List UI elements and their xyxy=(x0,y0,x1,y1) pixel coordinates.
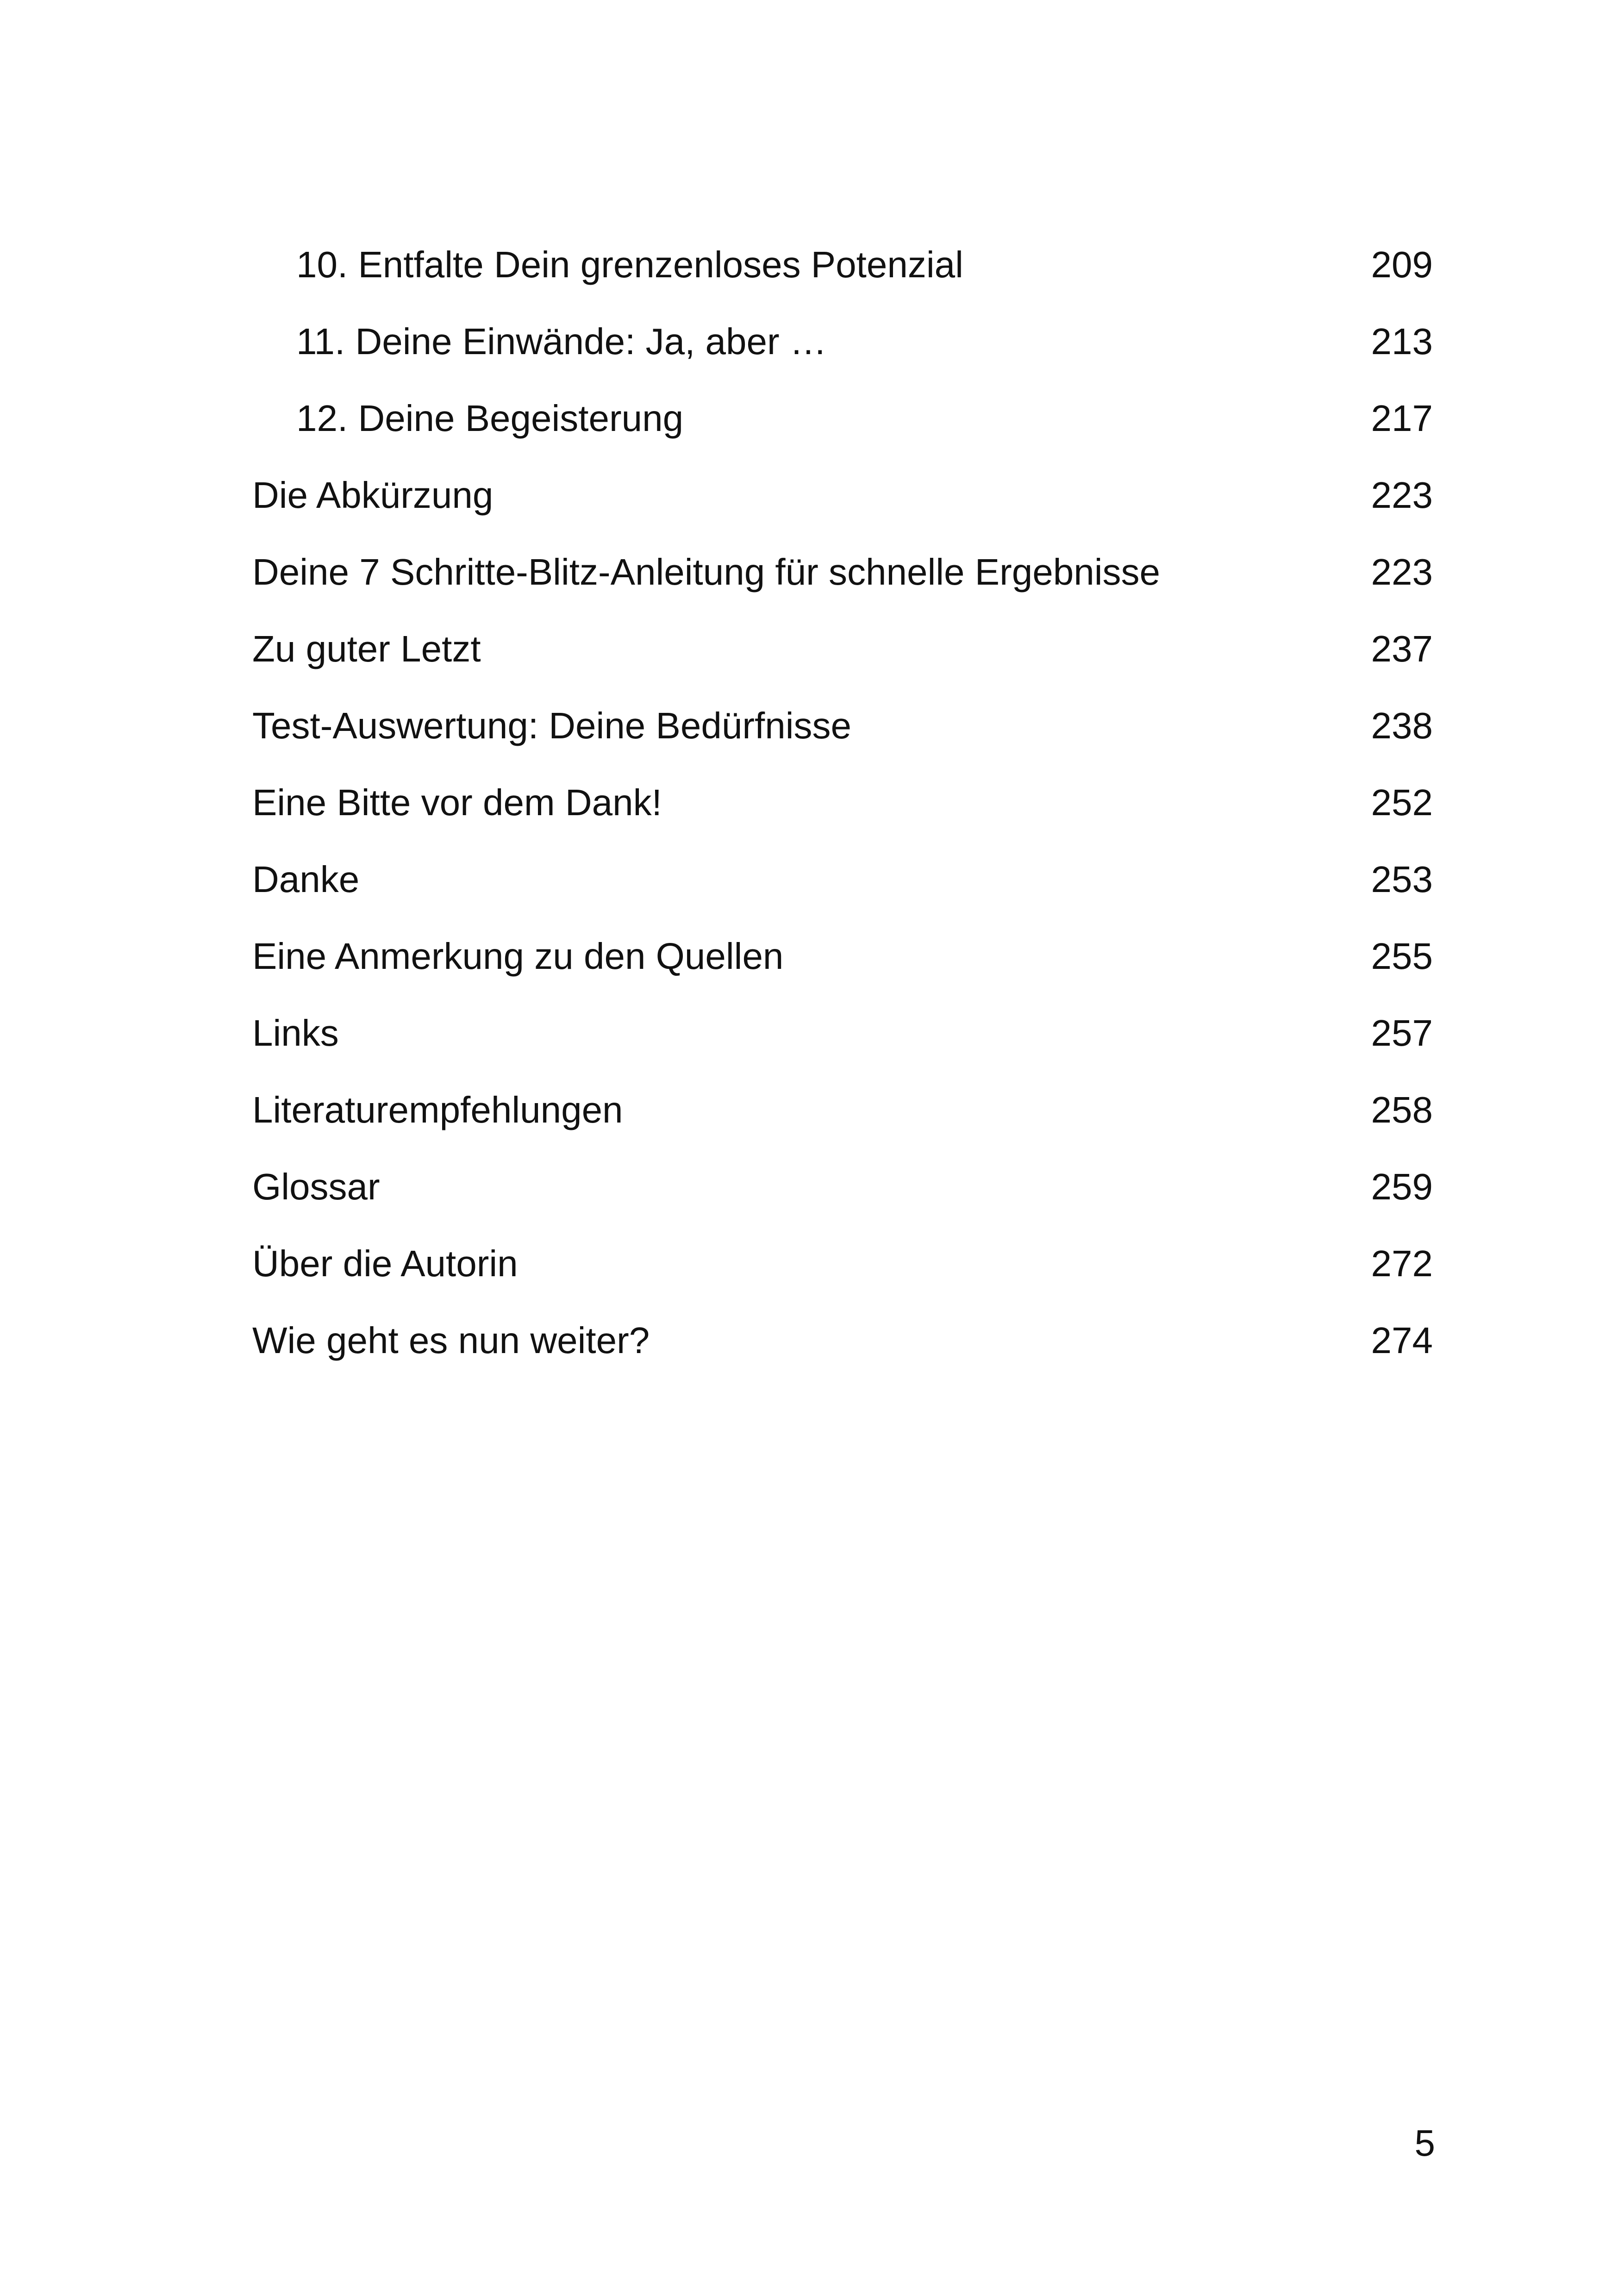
toc-entry-title: Eine Anmerkung zu den Quellen xyxy=(252,936,784,977)
toc-entry-page: 259 xyxy=(1371,1166,1433,1207)
toc-entry-page: 274 xyxy=(1371,1320,1433,1361)
toc-entry-page: 213 xyxy=(1371,321,1433,362)
toc-entry xyxy=(252,391,1433,446)
toc-entry xyxy=(252,775,1433,830)
toc-entry-title: Zu guter Letzt xyxy=(252,628,481,669)
toc-entry-title: Die Abkürzung xyxy=(252,474,494,516)
toc-entry-page: 255 xyxy=(1371,936,1433,977)
toc-entry-title: Deine 7 Schritte-Blitz-Anleitung für schnelle Ergebnisse xyxy=(252,551,1160,593)
toc-entry xyxy=(252,314,1433,369)
toc-entry-title: Test-Auswertung: Deine Bedürfnisse xyxy=(252,705,851,746)
toc-entry xyxy=(252,468,1433,523)
toc-entry-page: 252 xyxy=(1371,782,1433,823)
page-number: 5 xyxy=(1414,2122,1435,2164)
toc-entry xyxy=(252,1005,1433,1061)
toc-entry xyxy=(252,1159,1433,1215)
toc-entry-title: Literaturempfehlungen xyxy=(252,1089,623,1130)
toc-entry-page: 272 xyxy=(1371,1243,1433,1284)
toc-entry xyxy=(252,1313,1433,1368)
toc-entry-page: 238 xyxy=(1371,705,1433,746)
toc-entry-page: 223 xyxy=(1371,474,1433,516)
toc-entry xyxy=(252,544,1433,600)
toc-entry-page: 209 xyxy=(1371,244,1433,285)
toc-entry-title: Danke xyxy=(252,859,360,900)
toc-entry-title: 11. Deine Einwände: Ja, aber … xyxy=(296,321,827,362)
toc-entry-page: 257 xyxy=(1371,1012,1433,1054)
toc-entry-page: 237 xyxy=(1371,628,1433,669)
toc-entry-title: 10. Entfalte Dein grenzenloses Potenzial xyxy=(296,244,963,285)
toc-entry xyxy=(252,929,1433,984)
toc-entry-title: Wie geht es nun weiter? xyxy=(252,1320,650,1361)
toc-entry-title: Über die Autorin xyxy=(252,1243,518,1284)
toc-entry xyxy=(252,1236,1433,1292)
toc-entry-title: 12. Deine Begeisterung xyxy=(296,398,684,439)
toc-entry xyxy=(252,237,1433,293)
toc-entry-page: 223 xyxy=(1371,551,1433,593)
toc-entry xyxy=(252,698,1433,754)
toc-entry xyxy=(252,852,1433,907)
toc-entry xyxy=(252,621,1433,677)
toc-entry-page: 253 xyxy=(1371,859,1433,900)
toc-entry-page: 217 xyxy=(1371,398,1433,439)
toc-entry-page: 258 xyxy=(1371,1089,1433,1130)
toc-entry xyxy=(252,1082,1433,1138)
toc-entry-title: Glossar xyxy=(252,1166,380,1207)
toc-entry-title: Eine Bitte vor dem Dank! xyxy=(252,782,662,823)
toc-entry-title: Links xyxy=(252,1012,339,1054)
